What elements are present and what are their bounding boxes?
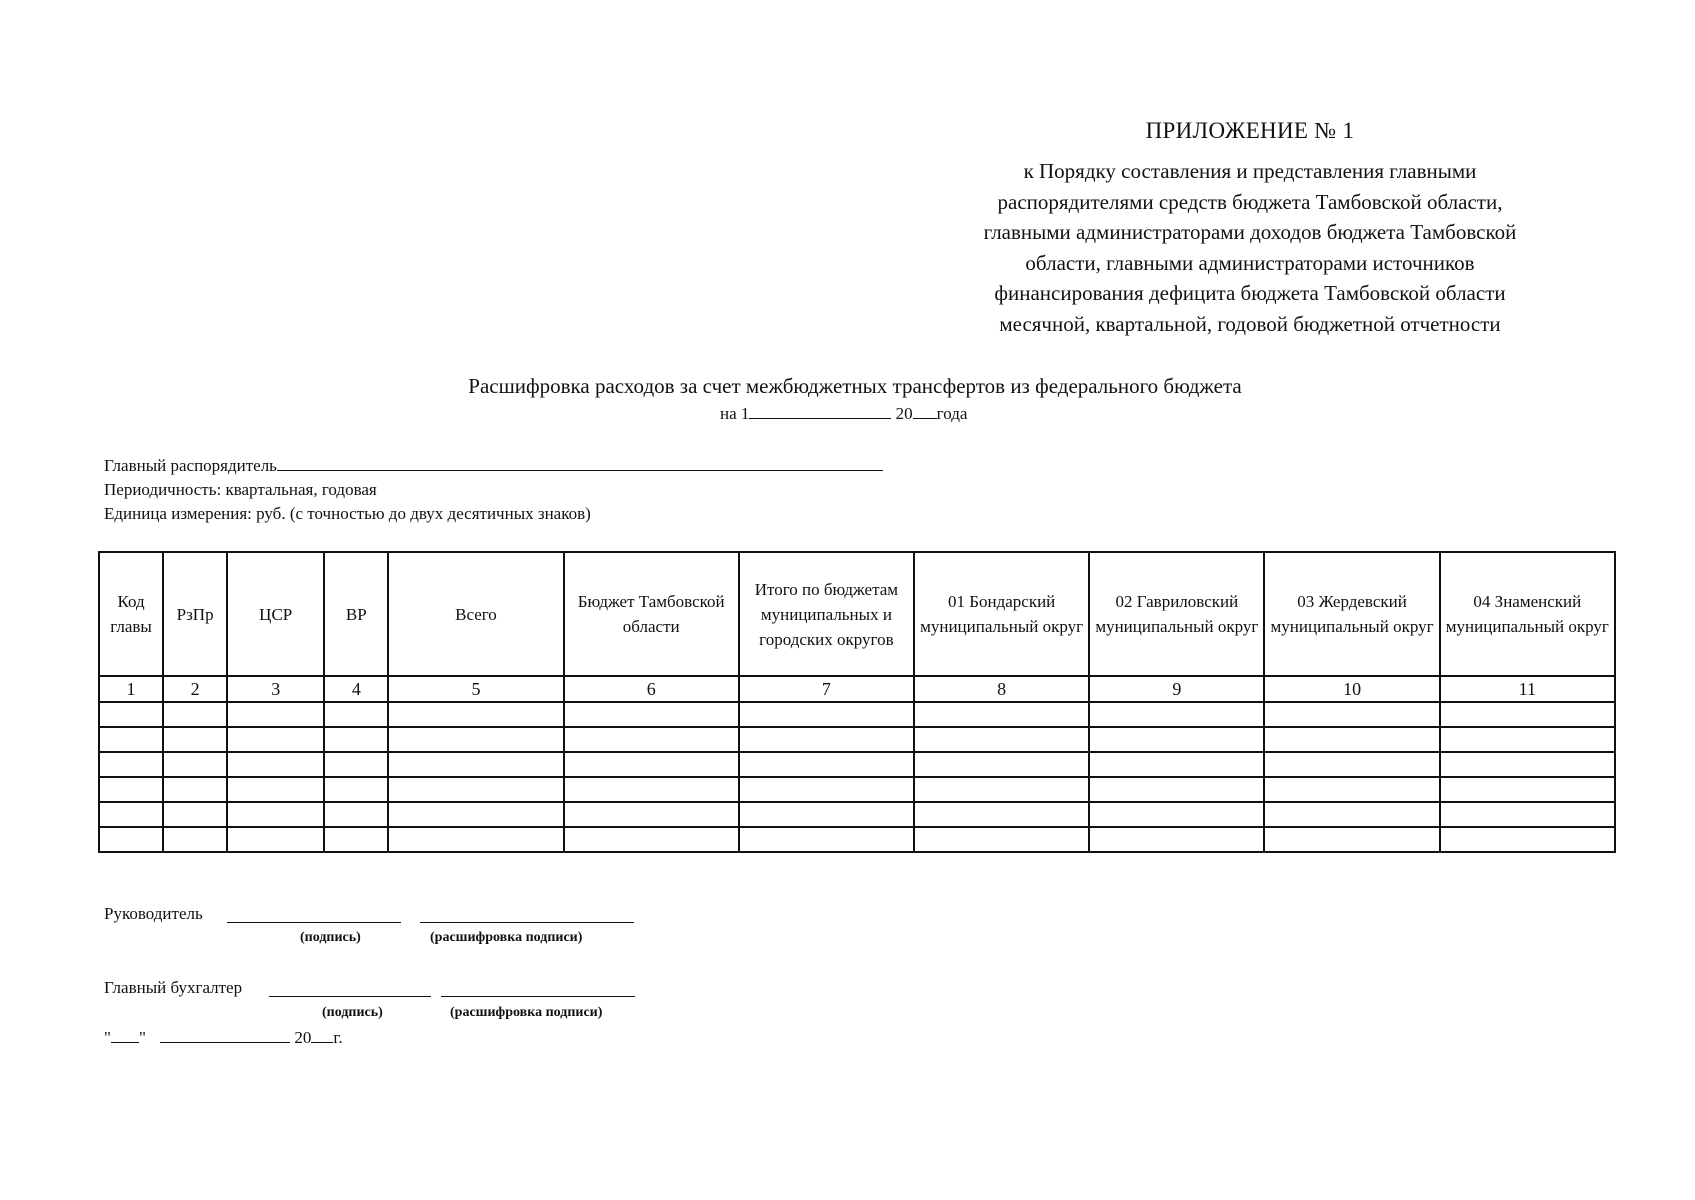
annex-line: месячной, квартальной, годовой бюджетной отчетности (999, 311, 1501, 336)
header-row (99, 552, 1615, 676)
annex-header (900, 118, 1600, 340)
chief-accountant-label: Главный бухгалтер (104, 978, 243, 997)
table-cell[interactable] (388, 802, 563, 827)
accountant-signature-line[interactable] (269, 996, 431, 997)
sign-date-line (104, 1028, 343, 1048)
table-cell[interactable] (388, 752, 563, 777)
table-cell[interactable] (227, 827, 324, 852)
accountant-decoding-caption: (расшифровка подписи) (450, 1005, 603, 1020)
column-number-cell: 5 (388, 676, 563, 702)
table-cell[interactable] (1264, 702, 1439, 727)
date-open-quote: " (104, 1028, 111, 1047)
date-prefix: на 1 (720, 404, 750, 423)
column-number-cell: 10 (1264, 676, 1439, 702)
meta-block (104, 454, 883, 526)
table-cell[interactable] (99, 802, 163, 827)
table-cell[interactable] (163, 802, 227, 827)
sign-date-suffix: г. (333, 1028, 343, 1047)
head-label: Руководитель (104, 904, 203, 923)
table-row (99, 802, 1615, 827)
table-cell[interactable] (163, 752, 227, 777)
table-cell[interactable] (99, 702, 163, 727)
table-cell[interactable] (1440, 702, 1615, 727)
column-number-cell: 11 (1440, 676, 1615, 702)
table-cell[interactable] (163, 777, 227, 802)
table-cell[interactable] (914, 752, 1089, 777)
manager-line (104, 454, 883, 478)
head-signature-line[interactable] (227, 922, 401, 923)
header-cell: Бюджет Тамбовской области (564, 552, 739, 676)
header-cell: ЦСР (227, 552, 324, 676)
table-cell[interactable] (324, 777, 388, 802)
header-cell: 02 Гавриловский муниципальный округ (1089, 552, 1264, 676)
header-cell: ВР (324, 552, 388, 676)
table-cell[interactable] (163, 827, 227, 852)
table-cell[interactable] (1440, 777, 1615, 802)
accountant-decoding-line[interactable] (441, 996, 635, 997)
table-cell[interactable] (1264, 752, 1439, 777)
table-cell[interactable] (1440, 752, 1615, 777)
header-cell: Итого по бюджетам муниципальных и городских округов (739, 552, 914, 676)
table-cell[interactable] (324, 702, 388, 727)
table-cell[interactable] (227, 777, 324, 802)
table-cell[interactable] (388, 702, 563, 727)
document-title: Расшифровка расходов за счет межбюджетных трансфертов из федерального бюджета (468, 374, 1242, 398)
table-cell[interactable] (324, 727, 388, 752)
table-row (99, 752, 1615, 777)
column-number-cell: 2 (163, 676, 227, 702)
table-cell[interactable] (324, 802, 388, 827)
table-row (99, 777, 1615, 802)
table-cell[interactable] (564, 777, 739, 802)
header-cell: Всего (388, 552, 563, 676)
table-cell[interactable] (564, 752, 739, 777)
date-close-quote: " (138, 1028, 146, 1047)
table-cell[interactable] (324, 827, 388, 852)
accountant-signature-caption: (подпись) (322, 1005, 383, 1020)
table-cell[interactable] (1264, 727, 1439, 752)
table-cell[interactable] (388, 827, 563, 852)
table-cell[interactable] (914, 727, 1089, 752)
header-cell: 04 Знаменский муниципальный округ (1440, 552, 1615, 676)
date-suffix: года (936, 404, 968, 423)
empty-rows (99, 702, 1615, 852)
table-cell[interactable] (914, 702, 1089, 727)
table-cell[interactable] (1089, 702, 1264, 727)
sign-day-blank[interactable] (111, 1028, 139, 1043)
header-cell: 01 Бондарский муниципальный округ (914, 552, 1089, 676)
table-cell[interactable] (1089, 752, 1264, 777)
table-cell[interactable] (1440, 727, 1615, 752)
annex-title: ПРИЛОЖЕНИЕ № 1 (1145, 118, 1355, 143)
sign-month-blank[interactable] (160, 1028, 290, 1043)
column-number-cell: 4 (324, 676, 388, 702)
table-cell[interactable] (739, 802, 914, 827)
table-cell[interactable] (564, 802, 739, 827)
column-number-cell: 6 (564, 676, 739, 702)
report-table (98, 551, 1616, 853)
table-cell[interactable] (388, 777, 563, 802)
column-number-cell: 7 (739, 676, 914, 702)
table-cell[interactable] (227, 802, 324, 827)
manager-blank[interactable] (277, 456, 883, 471)
table-cell[interactable] (99, 777, 163, 802)
annex-line: к Порядку составления и представления главными (1023, 159, 1477, 183)
table-cell[interactable] (914, 827, 1089, 852)
table-cell[interactable] (739, 827, 914, 852)
table-cell[interactable] (1089, 827, 1264, 852)
column-number-cell: 1 (99, 676, 163, 702)
table-cell[interactable] (99, 752, 163, 777)
annex-line: области, главными администраторами источников (1025, 250, 1475, 275)
report-date-line (720, 404, 967, 424)
header-cell: Код главы (99, 552, 163, 676)
annex-line: распорядителями средств бюджета Тамбовской области, (997, 189, 1503, 214)
table-cell[interactable] (163, 727, 227, 752)
table-cell[interactable] (1089, 802, 1264, 827)
table-cell[interactable] (1264, 827, 1439, 852)
table-cell[interactable] (324, 752, 388, 777)
table-cell[interactable] (564, 727, 739, 752)
table-cell[interactable] (1089, 777, 1264, 802)
annex-line: финансирования дефицита бюджета Тамбовской области (994, 281, 1506, 306)
date-year-blank[interactable] (913, 404, 937, 419)
column-number-row (99, 676, 1615, 702)
table-cell[interactable] (564, 702, 739, 727)
table-cell[interactable] (99, 727, 163, 752)
table-row (99, 727, 1615, 752)
table-cell[interactable] (739, 777, 914, 802)
table-row (99, 827, 1615, 852)
table-cell[interactable] (1264, 802, 1439, 827)
table-cell[interactable] (227, 752, 324, 777)
table-cell[interactable] (1440, 827, 1615, 852)
head-decoding-line[interactable] (420, 922, 634, 923)
column-number-cell: 9 (1089, 676, 1264, 702)
head-decoding-caption: (расшифровка подписи) (430, 930, 583, 945)
table-cell[interactable] (388, 727, 563, 752)
header-cell: 03 Жердевский муниципальный округ (1264, 552, 1439, 676)
periodicity-line: Периодичность: квартальная, годовая (104, 480, 377, 499)
date-day-month-blank[interactable] (749, 404, 891, 419)
table-cell[interactable] (1089, 727, 1264, 752)
sign-year-blank[interactable] (311, 1028, 333, 1043)
table-cell[interactable] (914, 802, 1089, 827)
table-row (99, 702, 1615, 727)
head-signature-caption: (подпись) (300, 930, 361, 945)
date-year: 20 (895, 404, 913, 423)
header-cell: РзПр (163, 552, 227, 676)
table-cell[interactable] (739, 702, 914, 727)
table-cell[interactable] (99, 827, 163, 852)
column-number-cell: 3 (227, 676, 324, 702)
table-cell[interactable] (914, 777, 1089, 802)
annex-line: главными администраторами доходов бюджета Тамбовской (983, 220, 1517, 245)
table-cell[interactable] (739, 752, 914, 777)
column-number-cell: 8 (914, 676, 1089, 702)
table-cell[interactable] (1440, 802, 1615, 827)
table-cell[interactable] (227, 702, 324, 727)
table-cell[interactable] (564, 827, 739, 852)
table-cell[interactable] (739, 727, 914, 752)
table-cell[interactable] (163, 702, 227, 727)
table-cell[interactable] (1264, 777, 1439, 802)
table-cell[interactable] (227, 727, 324, 752)
manager-label: Главный распорядитель (104, 456, 277, 475)
unit-line: Единица измерения: руб. (с точностью до двух десятичных знаков) (104, 504, 591, 523)
sign-date-year: 20 (294, 1028, 312, 1047)
